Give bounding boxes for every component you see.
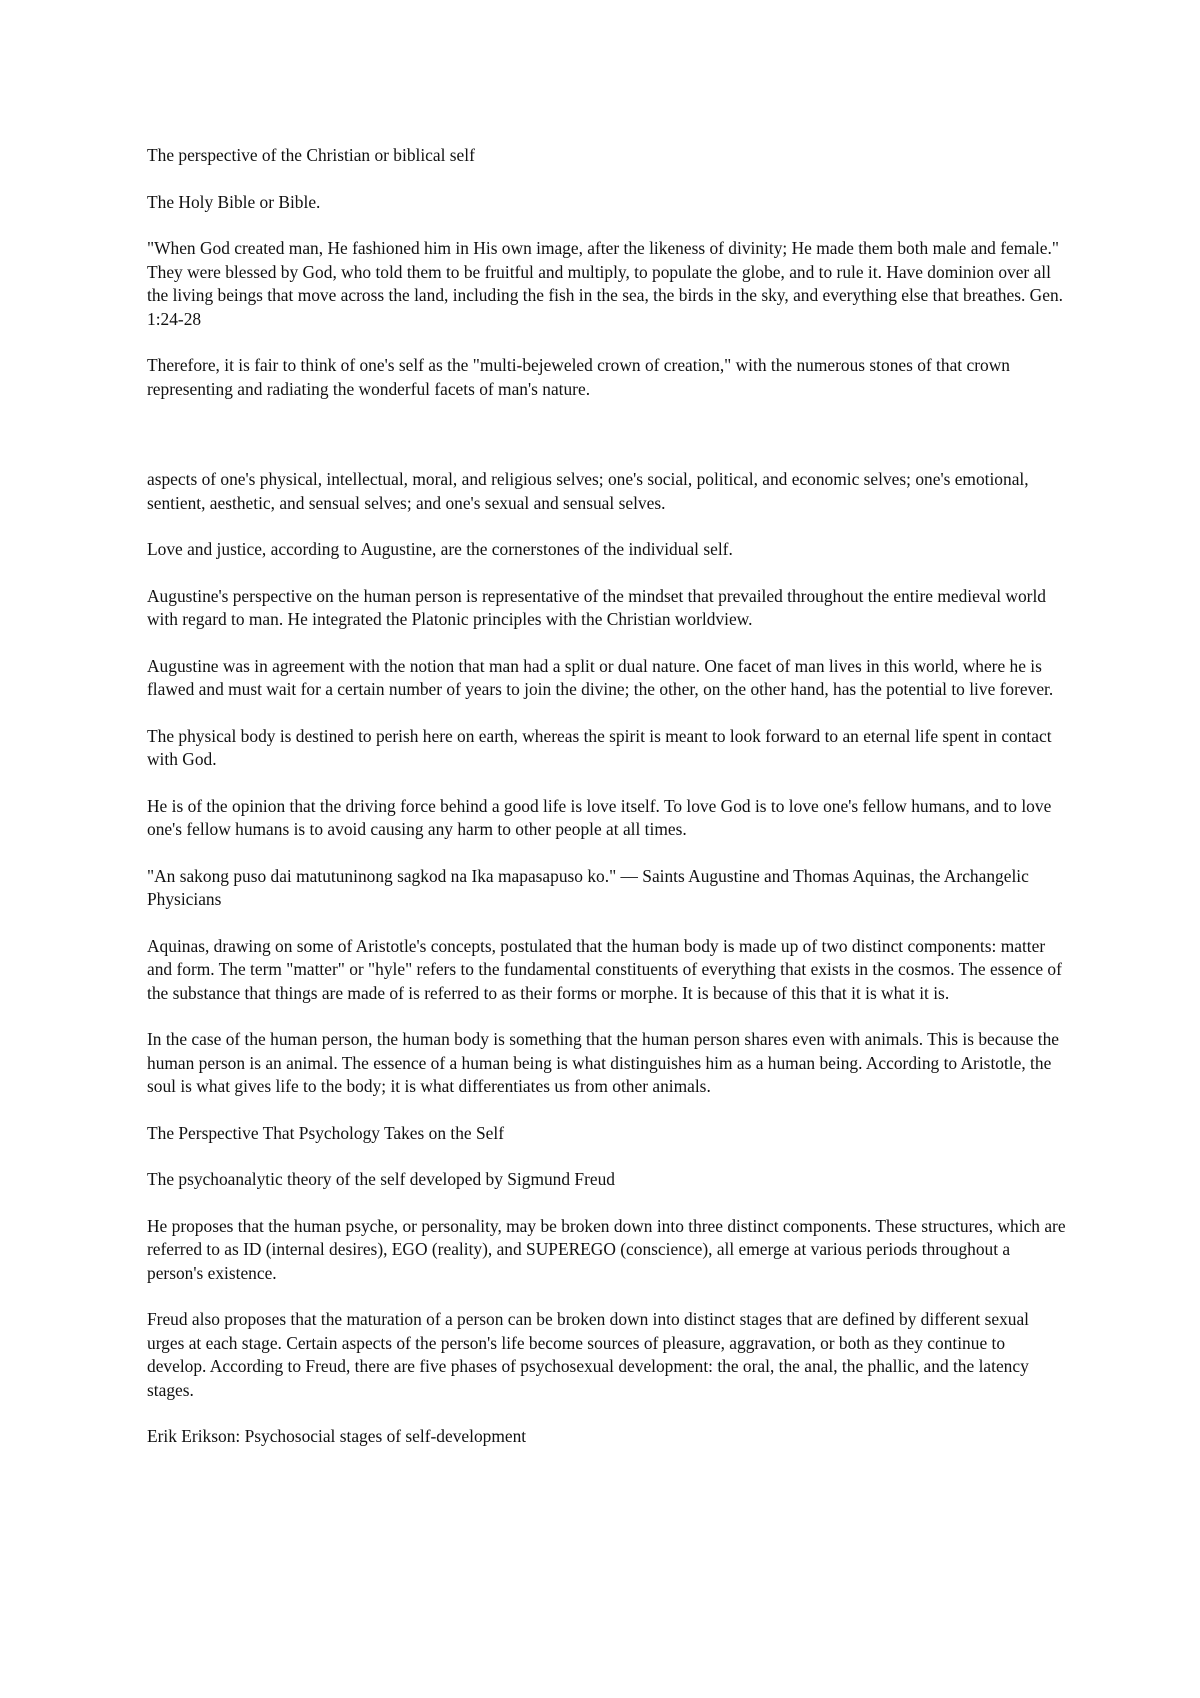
paragraph-heading-christian-self: The perspective of the Christian or biblical self bbox=[147, 145, 475, 165]
paragraph-genesis-quote: "When God created man, He fashioned him in His own image, after the likeness of divinity; He made them both male and female." They were blessed by God, who told them to be fruitful and multiply, to populate the globe, and to rule it. Have dominion over all the living beings that move across the land, including the fish in the sea, the birds in the sky, and everything else that breathes. Gen. 1:24-28 bbox=[147, 238, 1064, 329]
paragraph-freud-stages: Freud also proposes that the maturation of a person can be broken down into distinct stages that are defined by different sexual urges at each stage. Certain aspects of the person's life become sources of pleasure, aggravation, or both as they continue to develop. According to Freud, there are five phases of psychosexual development: the oral, the anal, the phallic, and the latency stages. bbox=[147, 1309, 1030, 1400]
document-body bbox=[147, 144, 1067, 1472]
paragraph-heading-erikson: Erik Erikson: Psychosocial stages of self-development bbox=[147, 1426, 527, 1446]
paragraph-physical-body: The physical body is destined to perish here on earth, whereas the spirit is meant to look forward to an eternal life spent in contact with God. bbox=[147, 725, 1052, 769]
paragraph-crown-of-creation: Therefore, it is fair to think of one's self as the "multi-bejeweled crown of creation," with the numerous stones of that crown representing and radiating the wonderful facets of man's nature. bbox=[147, 355, 1010, 399]
paragraph-augustine-perspective: Augustine's perspective on the human person is representative of the mindset that prevailed throughout the entire medieval world with regard to man. He integrated the Platonic principles with the Christian worldview. bbox=[147, 585, 1046, 629]
paragraph-bikol-quote: "An sakong puso dai matutuninong sagkod na Ika mapasapuso ko." — Saints Augustine and Thomas Aquinas, the Archangelic Physicians bbox=[147, 865, 1029, 909]
paragraph-human-person-animal: In the case of the human person, the human body is something that the human person shares even with animals. This is because the human person is an animal. The essence of a human being is what distinguishes him as a human being. According to Aristotle, the soul is what gives life to the body; it is what differentiates us from other animals. bbox=[147, 1029, 1059, 1096]
paragraph-heading-freud: The psychoanalytic theory of the self developed by Sigmund Freud bbox=[147, 1169, 615, 1189]
paragraph-dual-nature: Augustine was in agreement with the notion that man had a split or dual nature. One facet of man lives in this world, where he is flawed and must wait for a certain number of years to join the divine; the other, on the other hand, has the potential to live forever. bbox=[147, 655, 1054, 699]
paragraph-freud-psyche: He proposes that the human psyche, or personality, may be broken down into three distinct components. These structures, which are referred to as ID (internal desires), EGO (reality), and SUPEREGO (conscience), all emerge at various periods throughout a person's existence. bbox=[147, 1215, 1066, 1283]
paragraph-heading-psychology: The Perspective That Psychology Takes on the Self bbox=[147, 1122, 504, 1143]
paragraph-good-life-love: He is of the opinion that the driving force behind a good life is love itself. To love God is to love one's fellow humans, and to love one's fellow humans is to avoid causing any harm to other people at all times. bbox=[147, 795, 1052, 839]
paragraph-aspects-of-self: aspects of one's physical, intellectual, moral, and religious selves; one's social, political, and economic selves; one's emotional, sentient, aesthetic, and sensual selves; and one's sexual and sensual selves. bbox=[147, 469, 1029, 513]
paragraph-aquinas-matter-form: Aquinas, drawing on some of Aristotle's concepts, postulated that the human body is made up of two distinct components: matter and form. The term "matter" or "hyle" refers to the fundamental constituents of everything that exists in the cosmos. The essence of the substance that things are made of is referred to as their forms or morphe. It is because of this that it is what it is. bbox=[147, 935, 1062, 1003]
paragraph-love-and-justice: Love and justice, according to Augustine, are the cornerstones of the individual self. bbox=[147, 539, 733, 559]
paragraph-holy-bible: The Holy Bible or Bible. bbox=[147, 191, 321, 212]
